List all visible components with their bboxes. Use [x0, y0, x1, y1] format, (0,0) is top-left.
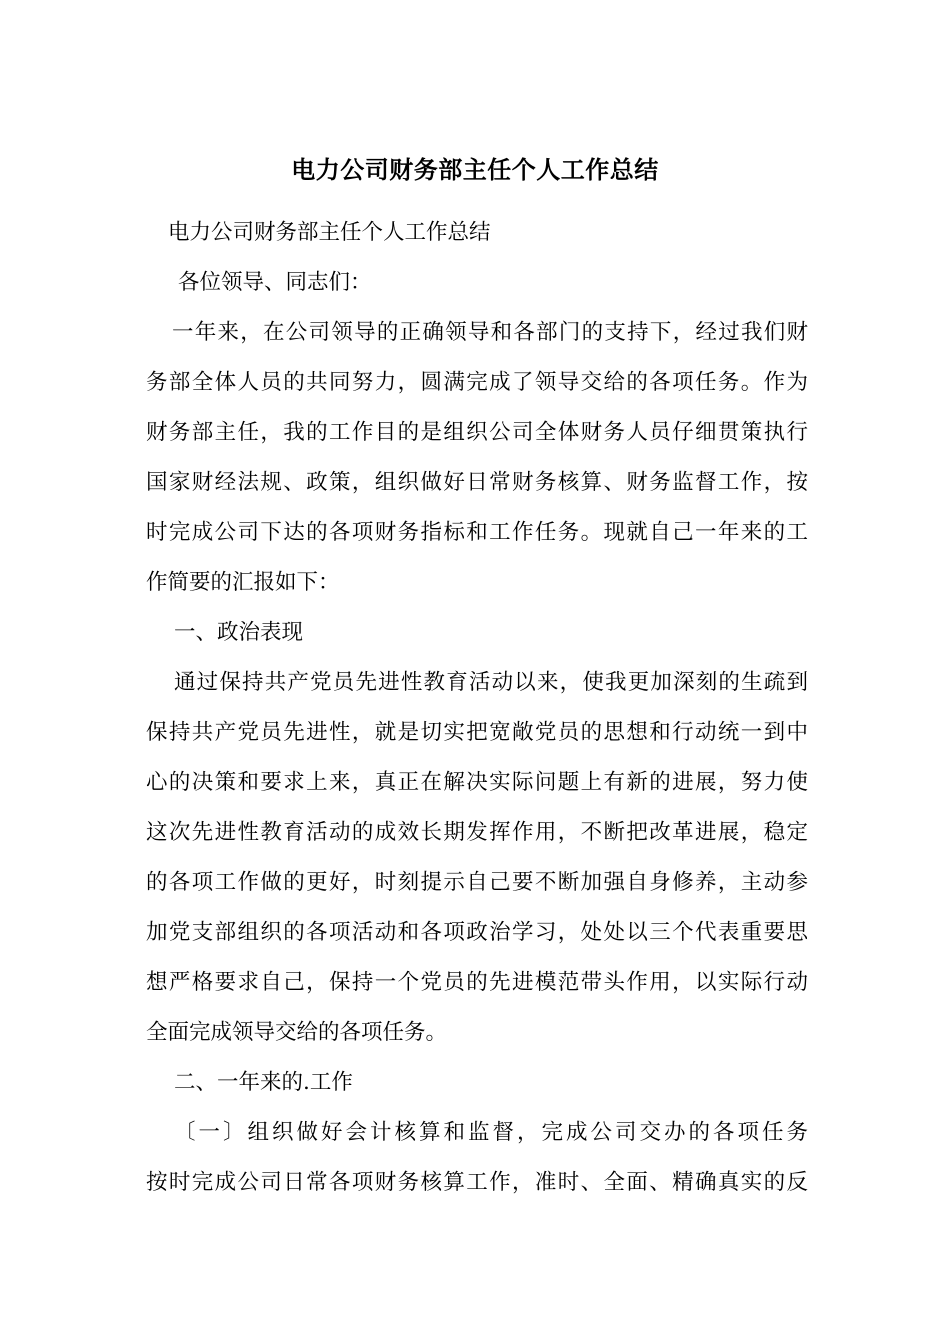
paragraph-line: 保持共产党员先进性，就是切实把宽敞党员的思想和行动统一到中: [146, 720, 808, 745]
paragraph-line: 心的决策和要求上来，真正在解决实际问题上有新的进展，努力使: [146, 770, 808, 795]
paragraph-line: 这次先进性教育活动的成效长期发挥作用，不断把改革进展，稳定: [146, 820, 808, 845]
salutation-line: 各位领导、同志们：: [178, 270, 372, 295]
paragraph-line: 务部全体人员的共同努力，圆满完成了领导交给的各项任务。作为: [146, 370, 808, 395]
paragraph-line: 按时完成公司日常各项财务核算工作，准时、全面、精确真实的反: [146, 1170, 808, 1195]
paragraph-line: 全面完成领导交给的各项任务。: [146, 1020, 448, 1045]
paragraph-line: 财务部主任，我的工作目的是组织公司全体财务人员仔细贯策执行: [146, 420, 808, 445]
paragraph-line: 国家财经法规、政策，组织做好日常财务核算、财务监督工作，按: [146, 470, 808, 495]
paragraph-line: 通过保持共产党员先进性教育活动以来，使我更加深刻的生疏到: [174, 670, 808, 695]
paragraph-line: 一年来，在公司领导的正确领导和各部门的支持下，经过我们财: [172, 320, 808, 345]
document-title: 电力公司财务部主任个人工作总结: [291, 156, 659, 184]
section-heading: 一、政治表现: [174, 620, 304, 645]
paragraph-line: 加党支部组织的各项活动和各项政治学习，处处以三个代表重要思: [146, 920, 808, 945]
paragraph-line: 想严格要求自己，保持一个党员的先进模范带头作用，以实际行动: [146, 970, 808, 995]
document-body: [146, 208, 808, 1208]
subtitle-line: 电力公司财务部主任个人工作总结: [168, 220, 491, 245]
paragraph-line: 时完成公司下达的各项财务指标和工作任务。现就自己一年来的工: [146, 520, 808, 545]
paragraph-line: 的各项工作做的更好，时刻提示自己要不断加强自身修养，主动参: [146, 870, 808, 895]
paragraph-line: 作简要的汇报如下：: [146, 570, 340, 595]
section-heading: 二、一年来的.工作: [174, 1070, 353, 1095]
subsection-heading: 〔一〕组织做好会计核算和监督，完成公司交办的各项任务: [174, 1120, 808, 1145]
